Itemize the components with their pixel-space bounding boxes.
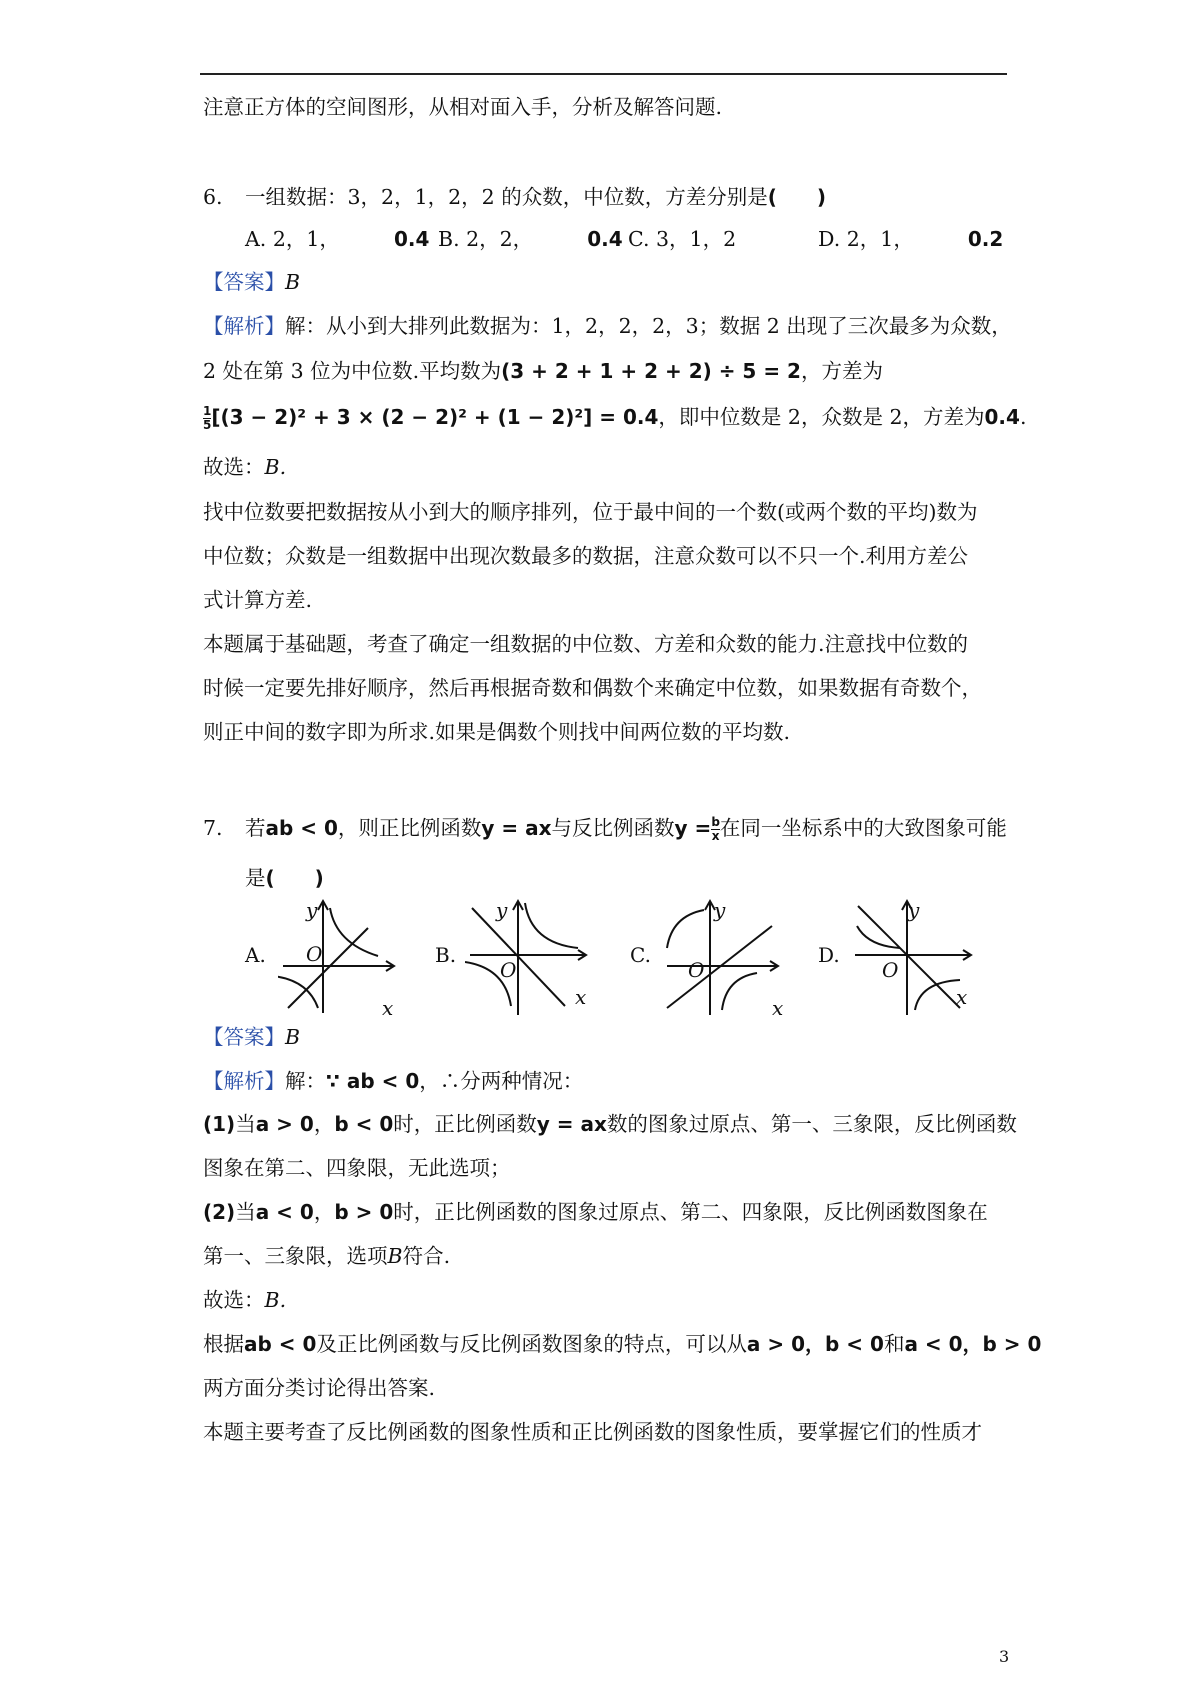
q7-stem-line2: 是( ) <box>245 866 324 890</box>
graph-a-origin: O <box>306 942 323 966</box>
q6-option-b: B. 2，2， 0.4 <box>438 227 623 251</box>
q6-note-6: 则正中间的数字即为所求.如果是偶数个则找中间两位数的平均数. <box>203 720 791 744</box>
q7-stem: 若ab < 0，则正比例函数y = ax与反比例函数y = $\frac{b}{x}$ 在同一坐标系中的大致图象可能 <box>245 815 1007 843</box>
q7-note-1: 根据ab < 0及正比例函数与反比例函数图象的特点，可以从a > 0，b < 0和a < 0，b > 0 <box>203 1332 1042 1356</box>
q7-note-2: 两方面分类讨论得出答案. <box>203 1376 436 1400</box>
graph-a-x: x <box>382 996 394 1020</box>
q6-option-d: D. 2，1， 0.2 <box>818 227 1004 251</box>
q6-number: 6. <box>203 185 223 209</box>
graph-d-y: y <box>908 898 920 922</box>
fraction-b-over-x: $\frac{b}{x}$ <box>711 815 720 843</box>
graph-c-label: C. <box>630 943 651 967</box>
graph-d-label: D. <box>818 943 840 967</box>
graph-b-origin: O <box>500 958 517 982</box>
graph-d-x: x <box>956 985 968 1009</box>
graph-a-y: y <box>306 898 318 922</box>
q7-analysis-1: 【解析】解：∵ ab < 0，∴分两种情况： <box>203 1069 584 1093</box>
q6-analysis-2: 2 处在第 3 位为中位数.平均数为(3 + 2 + 1 + 2 + 2) ÷ 5 = 2，方差为 <box>203 359 883 383</box>
page-number: 3 <box>999 1647 1010 1666</box>
graph-c-y: y <box>714 898 726 922</box>
fraction-one-fifth: $\frac{1}{5}$ <box>203 404 212 432</box>
q7-case2-line2: 第一、三象限，选项B符合. <box>203 1244 451 1268</box>
q6-note-1: 找中位数要把数据按从小到大的顺序排列，位于最中间的一个数(或两个数的平均)数为 <box>203 500 978 524</box>
header-rule <box>200 73 1007 75</box>
q7-answer: 【答案】B <box>203 1025 301 1049</box>
intro-line: 注意正方体的空间图形，从相对面入手，分析及解答问题. <box>203 95 723 119</box>
q6-note-2: 中位数；众数是一组数据中出现次数最多的数据，注意众数可以不只一个.利用方差公 <box>203 544 969 568</box>
q6-option-c: C. 3，1，2 <box>628 227 737 251</box>
q7-number: 7. <box>203 816 223 840</box>
q6-option-a: A. 2，1， 0.4 <box>245 227 430 251</box>
q6-note-4: 本题属于基础题，考查了确定一组数据的中位数、方差和众数的能力.注意找中位数的 <box>203 632 969 656</box>
q7-case1-line2: 图象在第二、四象限，无此选项； <box>203 1156 511 1180</box>
q6-stem: 一组数据：3，2，1，2，2 的众数，中位数，方差分别是( ) <box>245 185 827 209</box>
graph-d-origin: O <box>882 958 899 982</box>
q7-note-3: 本题主要考查了反比例函数的图象性质和正比例函数的图象性质，要掌握它们的性质才 <box>203 1420 982 1444</box>
q7-case2: (2)当a < 0，b > 0时，正比例函数的图象过原点、第二、四象限，反比例函数图象在 <box>203 1200 988 1224</box>
graph-a-label: A. <box>245 943 266 967</box>
q6-answer: 【答案】B <box>203 270 301 294</box>
graph-b-label: B. <box>435 943 457 967</box>
graph-b-x: x <box>575 985 587 1009</box>
q6-analysis-3: $\frac{1}{5}$ [(3 − 2)² + 3 × (2 − 2)² + (1 − 2)²] = 0.4，即中位数是 2，众数是 2，方差为0.4. <box>203 404 1027 432</box>
graph-c-x: x <box>772 996 784 1020</box>
graph-c-origin: O <box>688 958 705 982</box>
q6-analysis-1: 【解析】解：从小到大排列此数据为：1，2，2，2，3；数据 2 出现了三次最多为众数， <box>203 314 1012 338</box>
q6-note-3: 式计算方差. <box>203 588 313 612</box>
q6-note-5: 时候一定要先排好顺序，然后再根据奇数和偶数个来确定中位数，如果数据有奇数个， <box>203 676 982 700</box>
q6-choose: 故选：B. <box>203 455 287 479</box>
q7-choose: 故选：B. <box>203 1288 287 1312</box>
q7-case1: (1)当a > 0，b < 0时，正比例函数y = ax数的图象过原点、第一、三象限，反比例函数 <box>203 1112 1017 1136</box>
graph-b-y: y <box>496 898 508 922</box>
